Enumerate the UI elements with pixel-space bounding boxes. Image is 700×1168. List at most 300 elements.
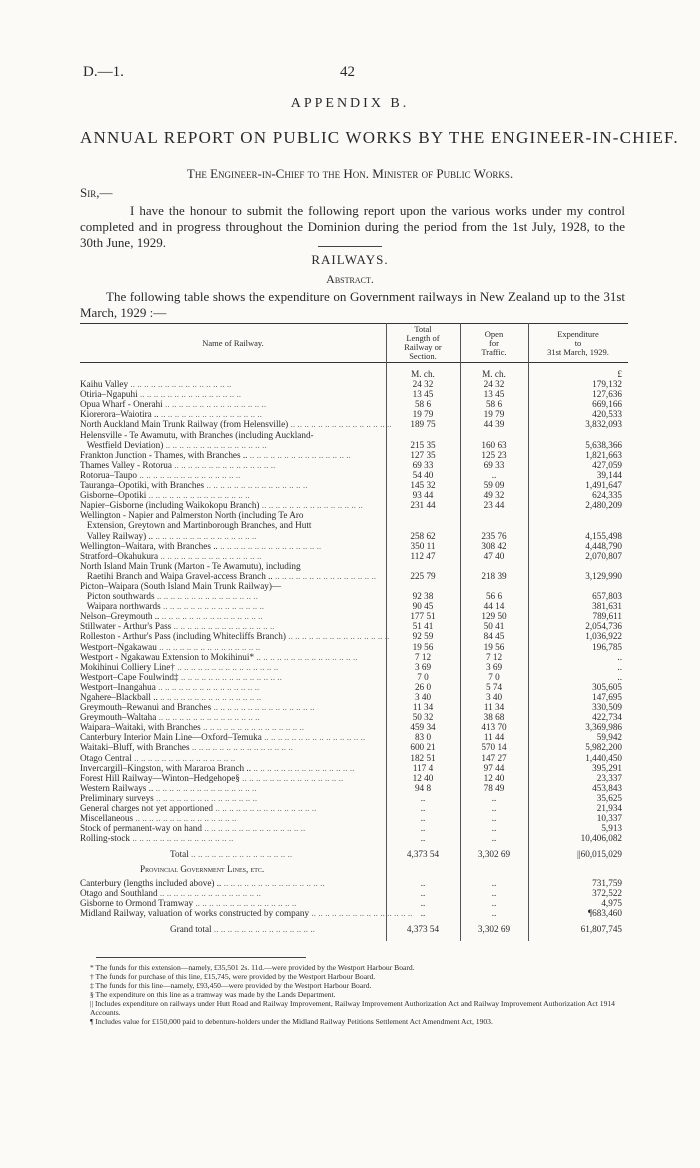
- header-open-line: Traffic.: [481, 347, 507, 357]
- open-cell: 308 42: [481, 540, 507, 551]
- length-cell: 258 62: [410, 530, 436, 541]
- railway-name-text: Miscellaneous: [80, 813, 134, 824]
- expenditure-cell: 5,913: [601, 823, 622, 834]
- sir-greeting: Sir,—: [80, 185, 113, 200]
- railway-name-text: Grand total: [170, 923, 212, 934]
- railway-name-text: Stock of permanent-way on hand: [80, 823, 202, 834]
- leader-dots: .. .. .. .. .. .. .. .. .. .. .. .. .. .. ..: [309, 907, 413, 918]
- open-cell: 44 14: [483, 601, 505, 612]
- expenditure-cell: 305,605: [592, 681, 622, 692]
- expenditure-cell: 657,803: [592, 591, 622, 602]
- footnote: ¶ Includes value for £150,000 paid to debenture-holders under the Midland Railway Petitions Settlement Act Amendment Act, 1903.: [90, 1017, 493, 1026]
- railway-name: [80, 601, 386, 611]
- leader-dots: .. .. .. .. .. .. .. .. .. .. .. .. .. .. ..: [162, 399, 267, 410]
- leader-dots: .. .. .. .. .. .. .. .. .. .. .. .. .. .. ..: [159, 611, 263, 622]
- expenditure-cell: 5,638,366: [585, 439, 622, 450]
- open-cell: ..: [491, 469, 497, 480]
- length-cell: 19 79: [412, 409, 434, 420]
- expenditure-cell: 4,448,790: [585, 540, 622, 551]
- footnote: * The funds for this extension—namely, £35,501 2s. 11d.—were provided by the Westport Harbour Board.: [90, 963, 415, 972]
- length-cell: 50 32: [412, 712, 434, 723]
- expenditure-cell: 2,070,807: [585, 550, 622, 561]
- table-row: [80, 783, 628, 793]
- expenditure-cell: 789,611: [592, 611, 622, 622]
- leader-dots: .. .. .. .. .. .. .. .. .. .. .. .. .. .. ..: [204, 480, 308, 491]
- length-cell: 127 35: [410, 449, 436, 460]
- length-cell: 7 0: [417, 671, 429, 682]
- open-cell: 23 44: [483, 500, 505, 511]
- open-cell: ..: [491, 887, 497, 898]
- header-exp-line: Expenditure: [557, 329, 599, 339]
- table-row: [80, 803, 628, 813]
- railway-name: [80, 409, 386, 419]
- length-cell: 24 32: [412, 379, 434, 390]
- open-cell: 11 34: [483, 702, 505, 713]
- railway-name: [80, 803, 386, 813]
- footnote: || Includes expenditure on railways under Hutt Road and Railway Improvement, Railway Improvement Authorization Act and Railway Improvement Authorization Act 1914 Accounts.: [90, 999, 615, 1017]
- expenditure-cell: 39,144: [596, 469, 622, 480]
- length-cell: 177 51: [410, 611, 436, 622]
- leader-dots: .. .. .. .. .. .. .. .. .. .. .. .. .. .. ..: [171, 621, 275, 632]
- railway-name: [80, 430, 386, 440]
- length-cell: 145 32: [410, 480, 436, 491]
- footnote: † The funds for purchase of this line, £15,745, were provided by the Westport Harbour Board.: [90, 972, 376, 981]
- table-row: [80, 379, 628, 389]
- railway-name-text: Rolleston - Arthur's Pass (including Whitecliffs Branch): [80, 631, 286, 642]
- expenditure-cell: ..: [617, 671, 622, 682]
- length-cell: ..: [420, 803, 426, 814]
- railway-name-text: Otiria–Ngapuhi: [80, 389, 138, 400]
- length-cell: 26 0: [414, 681, 432, 692]
- header-length-line: Section.: [409, 351, 437, 361]
- open-cell: 3,302 69: [477, 849, 511, 860]
- expenditure-cell: 395,291: [592, 762, 622, 773]
- expenditure-cell: 35,625: [596, 792, 622, 803]
- railway-name-text: Gisborne to Ormond Tramway: [80, 897, 194, 908]
- railway-name: [80, 833, 386, 843]
- railway-name-text: Westport - Ngakawau Extension to Mokihinui*: [80, 651, 255, 662]
- railway-name: [80, 682, 386, 692]
- leader-dots: .. .. .. .. .. .. .. .. .. .. .. .. .. .. ..: [239, 772, 344, 783]
- table-row: [80, 682, 628, 692]
- railway-name: [80, 742, 386, 752]
- open-cell: 84 45: [483, 631, 505, 642]
- railway-name-text: Kiorerora–Waiotira ..: [80, 409, 159, 420]
- open-cell: 160 63: [481, 439, 507, 450]
- railway-name-text: Kaihu Valley: [80, 379, 129, 390]
- header-name: Name of Railway.: [202, 338, 264, 348]
- railway-name: [80, 450, 386, 460]
- length-cell: 92 38: [412, 591, 434, 602]
- length-cell: 182 51: [410, 752, 436, 763]
- open-cell: 97 44: [483, 762, 505, 773]
- open-cell: 50 41: [483, 621, 505, 632]
- length-cell: ..: [420, 833, 426, 844]
- railway-name-text: Picton–Waipara (South Island Main Trunk Railway)—: [80, 580, 282, 591]
- expenditure-cell: 453,843: [592, 782, 622, 793]
- railway-name: [80, 470, 386, 480]
- length-cell: ..: [420, 897, 426, 908]
- table-row: [80, 611, 628, 621]
- railway-name-text: Canterbury (lengths included above) ..: [80, 877, 222, 888]
- expenditure-cell: 21,934: [596, 803, 622, 814]
- table-row: [80, 621, 628, 631]
- railway-name-text: Total: [170, 849, 189, 860]
- leader-dots: .. .. .. .. .. .. .. .. .. .. .. .. .. .. ..: [163, 439, 267, 450]
- header-length-line: Railway or: [404, 342, 442, 352]
- expenditure-cell: 422,734: [592, 712, 622, 723]
- length-cell: 3 40: [414, 692, 432, 702]
- railway-name: [80, 662, 386, 672]
- table-row: [80, 601, 628, 611]
- table-row: [80, 672, 628, 682]
- open-cell: ..: [491, 897, 497, 908]
- railway-name-text: Frankton Junction - Thames, with Branches ..: [80, 449, 248, 460]
- table-row: [80, 652, 628, 662]
- railway-name-text: Waitaki–Bluff, with Branches: [80, 742, 190, 753]
- railway-name: [80, 419, 392, 430]
- leader-dots: .. .. .. .. .. .. .. .. .. .. .. .. .. .. ..: [213, 803, 317, 814]
- leader-dots: .. .. .. .. .. .. .. .. .. .. .. .. .. .. ..: [259, 500, 363, 511]
- open-cell: 413 70: [481, 722, 507, 733]
- table-row: [80, 419, 628, 429]
- expenditure-cell: 731,759: [592, 877, 622, 888]
- header-length-line: Length of: [406, 333, 440, 343]
- railway-name: [80, 888, 386, 898]
- header-open-line: Open: [484, 329, 504, 339]
- length-cell: 7 12: [414, 651, 432, 662]
- table-row: [80, 692, 628, 702]
- table-row: [80, 399, 628, 409]
- railway-name-text: Westport–Inangahua: [80, 681, 156, 692]
- leader-dots: .. .. .. .. .. .. .. .. .. .. .. .. .. .. ..: [221, 877, 325, 888]
- table-row: [80, 773, 628, 783]
- table-row: [80, 440, 628, 450]
- railway-name-text: Valley Railway) ..: [80, 530, 154, 541]
- leader-dots: .. .. .. .. .. .. .. .. .. .. .. .. .. .. ..: [193, 897, 297, 908]
- leader-dots: .. .. .. .. .. .. .. .. .. .. .. .. .. .. ..: [211, 702, 315, 713]
- railway-name: [80, 878, 386, 888]
- total-row: [80, 849, 628, 859]
- leader-dots: .. .. .. .. .. .. .. .. .. .. .. .. .. .. ..: [158, 550, 262, 561]
- railway-name: [80, 541, 386, 551]
- railway-name-text: Westport–Cape Foulwind‡: [80, 671, 179, 682]
- expenditure-cell: ..: [617, 651, 622, 662]
- railway-name-text: Helensville - Te Awamutu, with Branches (including Auckland-: [80, 429, 314, 440]
- expenditure-cell: 3,832,093: [585, 419, 622, 430]
- table-row: [80, 753, 628, 763]
- table-row: [80, 742, 628, 752]
- open-cell: 3 69: [485, 661, 503, 672]
- railway-name: [80, 571, 386, 581]
- expenditure-cell: 330,509: [592, 702, 622, 713]
- header-exp-line: 31st March, 1929.: [547, 347, 609, 357]
- expenditure-cell: 1,440,450: [585, 752, 622, 763]
- length-cell: 54 40: [412, 469, 434, 480]
- railway-name-text: Western Railways ..: [80, 782, 154, 793]
- leader-dots: .. .. .. .. .. .. .. .. .. .. .. .. .. .. ..: [254, 651, 358, 662]
- section-title: RAILWAYS.: [311, 252, 389, 267]
- leader-dots: .. .. .. .. .. .. .. .. .. .. .. .. .. .. ..: [285, 631, 390, 642]
- railway-name: [80, 722, 386, 732]
- expenditure-cell: 23,337: [596, 772, 622, 783]
- open-cell: 58 6: [485, 399, 503, 410]
- table-row: [80, 712, 628, 722]
- length-cell: 189 75: [410, 419, 436, 430]
- section-divider: [318, 246, 382, 247]
- table-row: [80, 490, 628, 500]
- appendix-heading: APPENDIX B.: [290, 96, 410, 111]
- expenditure-cell: 127,636: [592, 389, 622, 400]
- open-cell: 3 40: [485, 692, 503, 702]
- length-cell: 350 11: [410, 540, 436, 551]
- railway-name-text: Rotorua–Taupo: [80, 469, 138, 480]
- length-cell: 94 8: [414, 782, 432, 793]
- table-row: [80, 561, 628, 571]
- railway-name: [80, 520, 386, 530]
- railway-name-text: Forest Hill Railway—Winton–Hedgehope§: [80, 772, 240, 783]
- header-length-line: Total: [414, 324, 432, 334]
- railway-name-text: Ngahere–Blackball ..: [80, 692, 158, 702]
- table-intro: [80, 289, 625, 321]
- table-intro-text: The following table shows the expenditure on Government railways in New Zealand up to the 31st March, 1929 :—: [80, 289, 625, 320]
- railway-name-text: Picton southwards: [80, 591, 155, 602]
- railway-name: [80, 813, 386, 823]
- railway-name: [80, 753, 386, 763]
- open-cell: 56 6: [485, 591, 503, 602]
- railway-name-text: Rolling-stock: [80, 833, 131, 844]
- railway-name-text: Stratford–Okahukura: [80, 550, 159, 561]
- railway-name: [80, 773, 386, 783]
- length-cell: ..: [420, 823, 426, 834]
- leader-dots: .. .. .. .. .. .. .. .. .. .. .. .. .. .. ..: [146, 490, 250, 501]
- railway-name: [80, 561, 386, 571]
- table-row: [80, 591, 628, 601]
- railway-name-text: General charges not yet apportioned: [80, 803, 213, 814]
- length-cell: 51 41: [412, 621, 434, 632]
- table-row: [80, 722, 628, 732]
- leader-dots: .. .. .. .. .. .. .. .. .. .. .. .. .. .. ..: [155, 681, 260, 692]
- table-row: [80, 732, 628, 742]
- railway-name-text: Mokihinui Colliery Line†: [80, 661, 175, 672]
- expenditure-cell: ¶683,460: [587, 907, 622, 918]
- grand-total-row: [80, 924, 628, 934]
- leader-dots: .. .. .. .. .. .. .. .. .. .. .. .. .. .. ..: [189, 742, 293, 753]
- expenditure-cell: 669,166: [592, 399, 622, 410]
- railway-name: [80, 712, 386, 722]
- railway-name-text: Otago and Southland: [80, 887, 158, 898]
- railway-name: [80, 823, 386, 833]
- leader-dots: .. .. .. .. .. .. .. .. .. .. .. .. .. .. ..: [288, 419, 392, 430]
- leader-dots: .. .. .. .. .. .. .. .. .. .. .. .. .. .. ..: [154, 591, 258, 602]
- leader-dots: .. .. .. .. .. .. .. .. .. .. .. .. .. .. ..: [157, 692, 262, 702]
- railway-name: [80, 440, 386, 450]
- open-cell: 5 74: [485, 681, 503, 692]
- expenditure-cell: ||60,015,029: [576, 849, 622, 860]
- open-cell: 59 09: [483, 480, 505, 491]
- expenditure-table: [80, 323, 628, 934]
- leader-dots: .. .. .. .. .. .. .. .. .. .. .. .. .. .. ..: [211, 923, 315, 934]
- expenditure-cell: 420,533: [592, 409, 622, 420]
- railway-name: [80, 672, 386, 682]
- open-cell: 235 76: [481, 530, 507, 541]
- expenditure-cell: 5,982,200: [585, 742, 622, 753]
- table-row: [80, 551, 628, 561]
- railway-name-text: Nelson–Greymouth ..: [80, 611, 160, 622]
- expenditure-cell: 10,337: [596, 813, 622, 824]
- open-cell: M. ch.: [482, 369, 506, 379]
- expenditure-cell: 59,942: [596, 732, 622, 743]
- railway-name-text: Tauranga–Opotiki, with Branches: [80, 480, 205, 491]
- expenditure-cell: 4,975: [601, 897, 622, 908]
- leader-dots: .. .. .. .. .. .. .. .. .. .. .. .. .. .. ..: [133, 813, 237, 824]
- railway-name-text: Greymouth–Rewanui and Branches: [80, 702, 212, 713]
- railway-name-text: North Island Main Trunk (Marton - Te Awamutu), including: [80, 560, 301, 571]
- railway-name: [80, 389, 386, 399]
- leader-dots: .. .. .. .. .. .. .. .. .. .. .. .. .. .. ..: [131, 752, 236, 763]
- length-cell: 69 33: [412, 459, 434, 470]
- footnote-rule: [96, 957, 306, 958]
- table-row: [80, 581, 628, 591]
- railway-name: [80, 379, 386, 389]
- length-cell: 92 59: [412, 631, 434, 642]
- provincial-row: [80, 898, 628, 908]
- open-cell: 47 40: [483, 550, 505, 561]
- leader-dots: .. .. .. .. .. .. .. .. .. .. .. .. .. .. ..: [156, 712, 260, 723]
- provincial-row: [80, 908, 628, 918]
- table-row: [80, 430, 628, 440]
- table-row: [80, 510, 628, 520]
- leader-dots: .. .. .. .. .. .. .. .. .. .. .. .. .. .. ..: [153, 530, 257, 541]
- railway-name-text: Greymouth–Waltaha: [80, 712, 157, 723]
- leader-dots: .. .. .. .. .. .. .. .. .. .. .. .. .. .. ..: [171, 459, 276, 470]
- expenditure-cell: 2,480,209: [585, 500, 622, 511]
- leader-dots: .. .. .. .. .. .. .. .. .. .. .. .. .. .. ..: [158, 409, 262, 420]
- table-row: [80, 520, 628, 530]
- railway-name: [80, 783, 386, 793]
- length-cell: M. ch.: [411, 369, 435, 379]
- open-cell: ..: [491, 803, 497, 814]
- length-cell: 90 45: [412, 601, 434, 612]
- open-cell: ..: [491, 877, 497, 888]
- table-row: [80, 450, 628, 460]
- railway-name: [80, 642, 386, 652]
- open-cell: ..: [491, 907, 497, 918]
- railway-name-text: Waipara northwards: [80, 601, 161, 612]
- railway-name-text: Gisborne–Opotiki: [80, 490, 147, 501]
- railway-name: [80, 551, 386, 561]
- railway-name-text: Wellington - Napier and Palmerston North (including Te Aro: [80, 510, 304, 521]
- expenditure-cell: 196,785: [592, 641, 622, 652]
- railway-name-text: Thames Valley - Rotorua: [80, 459, 172, 470]
- expenditure-cell: 10,406,082: [580, 833, 622, 844]
- open-cell: 3,302 69: [477, 923, 511, 934]
- open-cell: 12 40: [483, 772, 505, 783]
- table-row: [80, 662, 628, 672]
- table-row: [80, 470, 628, 480]
- length-cell: ..: [420, 907, 426, 918]
- leader-dots: .. .. .. .. .. .. .. .. .. .. .. .. .. .. ..: [251, 762, 355, 773]
- leader-dots: .. .. .. .. .. .. .. .. .. .. .. .. .. .. ..: [272, 570, 377, 581]
- table-row: [80, 500, 628, 510]
- table-row: [80, 823, 628, 833]
- expenditure-cell: 61,807,745: [580, 923, 622, 934]
- railway-name: [80, 510, 386, 520]
- railway-name: [80, 631, 390, 642]
- expenditure-cell: 179,132: [592, 379, 622, 390]
- length-cell: 112 47: [410, 550, 436, 561]
- open-cell: 218 39: [481, 570, 507, 581]
- expenditure-cell: 372,522: [592, 887, 622, 898]
- intro-paragraph: [80, 203, 625, 251]
- length-cell: ..: [420, 887, 426, 898]
- railway-name-text: Invercargill–Kingston, with Mararoa Branch ..: [80, 762, 252, 773]
- report-title: ANNUAL REPORT ON PUBLIC WORKS BY THE ENGINEER-IN-CHIEF.: [80, 128, 679, 147]
- open-cell: 129 50: [481, 611, 507, 622]
- length-cell: 4,373 54: [406, 849, 440, 860]
- expenditure-cell: ..: [617, 661, 622, 672]
- railway-name: [80, 907, 413, 918]
- expenditure-cell: 2,054,736: [585, 621, 622, 632]
- expenditure-cell: 1,491,647: [585, 480, 622, 491]
- railway-name: [80, 763, 386, 773]
- railway-name-text: Raetihi Branch and Waipa Gravel-access Branch ..: [80, 570, 273, 581]
- length-cell: 215 35: [410, 439, 436, 450]
- railway-name-text: Otago Central: [80, 752, 132, 763]
- railway-name: [80, 732, 386, 742]
- length-cell: 117 4: [412, 762, 434, 773]
- length-cell: 12 40: [412, 772, 434, 783]
- railway-name-text: Preliminary surveys: [80, 792, 154, 803]
- expenditure-cell: 1,821,663: [585, 449, 622, 460]
- railway-name-text: Stillwater - Arthur's Pass: [80, 621, 172, 632]
- expenditure-cell: £: [617, 369, 622, 379]
- table-body: [80, 363, 628, 934]
- table-row: [80, 531, 628, 541]
- provincial-heading: Provincial Government Lines, etc.: [140, 863, 265, 874]
- leader-dots: .. .. .. .. .. .. .. .. .. .. .. .. .. .. ..: [178, 671, 282, 682]
- open-cell: 24 32: [483, 379, 505, 390]
- open-cell: 7 12: [485, 651, 503, 662]
- length-cell: 19 56: [412, 641, 434, 652]
- open-cell: ..: [491, 833, 497, 844]
- open-cell: ..: [491, 823, 497, 834]
- length-cell: 231 44: [410, 500, 436, 511]
- header-length: [386, 325, 460, 361]
- railway-name: [80, 652, 386, 662]
- length-cell: 459 34: [410, 722, 436, 733]
- header-open-line: for: [489, 338, 499, 348]
- intro-paragraph-text: I have the honour to submit the following report upon the various works under my control completed and in progress throughout the Dominion during the period from the 1st July, 1928, to the 30th June, 1929.: [80, 203, 625, 250]
- railway-name: [80, 460, 386, 470]
- length-cell: 4,373 54: [406, 923, 440, 934]
- length-cell: 93 44: [412, 490, 434, 501]
- railway-name-text: Wellington–Waitara, with Branches ..: [80, 540, 218, 551]
- railway-name: [80, 621, 386, 631]
- open-cell: 19 56: [483, 641, 505, 652]
- length-cell: ..: [420, 792, 426, 803]
- length-cell: ..: [420, 877, 426, 888]
- open-cell: 13 45: [483, 389, 505, 400]
- leader-dots: .. .. .. .. .. .. .. .. .. .. .. .. .. .. ..: [174, 661, 279, 672]
- railway-name-text: North Auckland Main Trunk Railway (from Helensville): [80, 419, 289, 430]
- salutation-line: The Engineer-in-Chief to the Hon. Minister of Public Works.: [186, 166, 514, 181]
- table-row: [80, 571, 628, 581]
- open-cell: 44 39: [483, 419, 505, 430]
- length-cell: 3 69: [414, 661, 432, 672]
- leader-dots: .. .. .. .. .. .. .. .. .. .. .. .. .. .. ..: [247, 449, 351, 460]
- leader-dots: .. .. .. .. .. .. .. .. .. .. .. .. .. .. ..: [201, 823, 306, 834]
